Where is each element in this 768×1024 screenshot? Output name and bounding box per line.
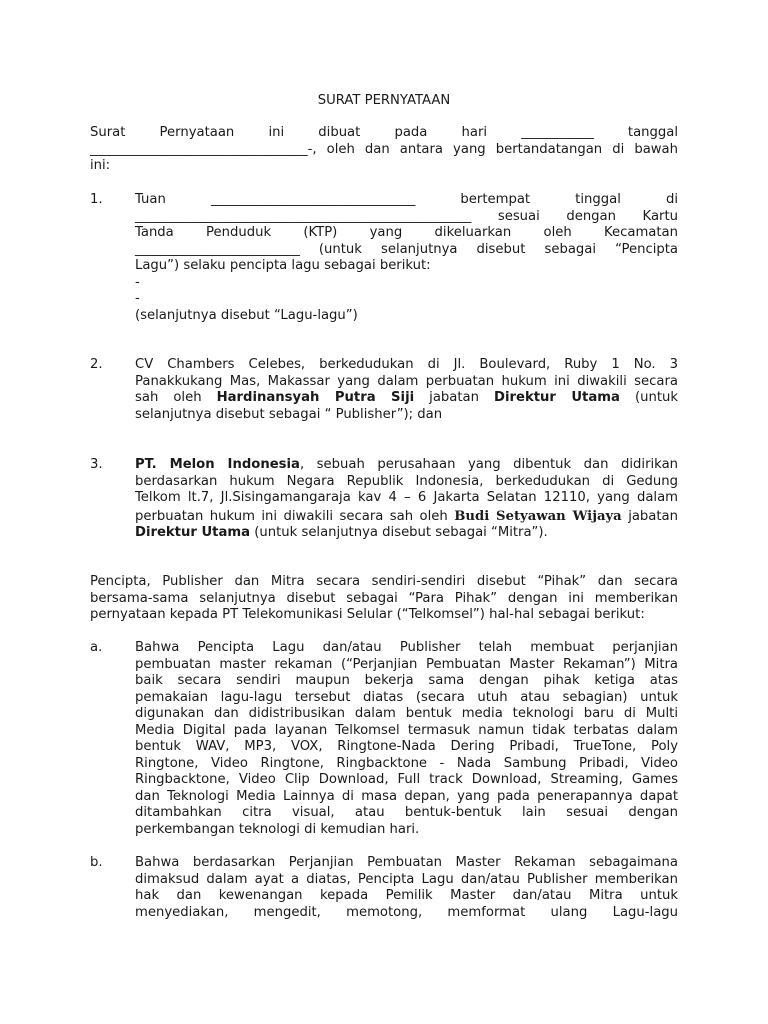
point-b-line: hak dan kewenangan kepada Pemilik Master dan/atau Mitra untuk bbox=[135, 888, 678, 903]
text-run: (untuk bbox=[634, 390, 678, 405]
text-run: perbuatan hukum ini diwakili secara sah oleh bbox=[135, 508, 448, 524]
item-number: 3. bbox=[90, 457, 103, 472]
party-1-line: _________________________ (untuk selanjutnya disebut sebagai “Pencipta bbox=[135, 241, 678, 257]
intro-line: Surat Pernyataan ini dibuat pada hari ___________ tanggal bbox=[90, 125, 678, 140]
point-a-line: bentuk WAV, MP3, VOX, Ringtone-Nada Dering Pribadi, TrueTone, Poly bbox=[135, 739, 678, 754]
party-2 bbox=[90, 357, 678, 423]
party-2-line bbox=[135, 390, 678, 407]
party-1-line: Tuan _______________________________ bertempat tinggal di bbox=[135, 192, 678, 207]
representative-name: Hardinansyah Putra Siji bbox=[216, 390, 415, 405]
party-3-line bbox=[135, 509, 678, 526]
item-number: 1. bbox=[90, 192, 103, 207]
party-1-line: - bbox=[135, 291, 140, 306]
party-3-line: berdasarkan hukum Negara Republik Indonesia, berkedudukan di Gedung bbox=[135, 473, 678, 489]
summary-line: pernyataan kepada PT Telekomunikasi Selular (“Telkomsel”) hal-hal sebagai berikut: bbox=[90, 607, 645, 622]
point-a-line: pembuatan master rekaman (“Perjanjian Pembuatan Master Rekaman”) Mitra bbox=[135, 656, 678, 672]
party-3 bbox=[90, 457, 678, 542]
point-a-line: Ringbacktone, Video Clip Download, Full track Download, Streaming, Games bbox=[135, 772, 678, 787]
party-1-line: Tanda Penduduk (KTP) yang dikeluarkan oleh Kecamatan bbox=[135, 225, 678, 240]
party-1-line: (selanjutnya disebut “Lagu-lagu”) bbox=[135, 307, 358, 323]
summary-line: bersama-sama selanjutnya disebut sebagai “Para Pihak” dengan ini memberikan bbox=[90, 590, 678, 606]
point-a-line: Ringtone, Video Ringtone, Ringbacktone - Nada Sambung Pribadi, Video bbox=[135, 755, 678, 771]
representative-title: Direktur Utama bbox=[135, 525, 251, 540]
item-letter: a. bbox=[90, 640, 103, 655]
point-a-line: digunakan dan didistribusikan dalam bentuk media teknologi baru di Multi bbox=[135, 706, 678, 721]
point-a-line: pemakaian lagu-lagu tersebut diatas (secara utuh atau sebagian) untuk bbox=[135, 689, 678, 705]
party-2-line: CV Chambers Celebes, berkedudukan di Jl. Boulevard, Ruby 1 No. 3 bbox=[135, 357, 678, 372]
point-a-line: Media Digital pada layanan Telkomsel termasuk namun tidak terbatas dalam bbox=[135, 722, 678, 738]
party-1-line: Lagu”) selaku pencipta lagu sebagai berikut: bbox=[135, 258, 431, 273]
item-letter: b. bbox=[90, 855, 103, 870]
summary-paragraph bbox=[90, 574, 678, 624]
point-b-line: menyediakan, mengedit, memotong, memformat ulang Lagu-lagu bbox=[135, 904, 678, 920]
party-3-line bbox=[135, 525, 678, 542]
representative-title: Direktur Utama bbox=[494, 390, 620, 405]
point-a-line: Bahwa Pencipta Lagu dan/atau Publisher telah membuat perjanjian bbox=[135, 640, 678, 655]
party-1 bbox=[90, 192, 678, 324]
point-a-body bbox=[135, 640, 678, 838]
point-a-line: dan Teknologi Media Lainnya di masa depan, yang pada penerapannya dapat bbox=[135, 788, 678, 804]
party-3-line bbox=[135, 457, 678, 474]
intro-line: ini: bbox=[90, 158, 111, 173]
item-number: 2. bbox=[90, 357, 103, 372]
text-run: (untuk selanjutnya disebut sebagai “Mitra”). bbox=[250, 525, 548, 540]
point-b-body bbox=[135, 855, 678, 921]
party-3-line: Telkom lt.7, Jl.Sisingamangaraja kav 4 – 6 Jakarta Selatan 12110, yang dalam bbox=[135, 490, 678, 505]
party-3-body bbox=[135, 457, 678, 542]
intro-line: _________________________________-, oleh dan antara yang bertandatangan di bawah bbox=[90, 141, 678, 157]
company-name: PT. Melon Indonesia bbox=[135, 457, 300, 472]
text-run: sah oleh bbox=[135, 390, 202, 405]
text-run: jabatan bbox=[628, 508, 678, 524]
party-1-body bbox=[135, 192, 678, 324]
point-b-line: dimaksud dalam ayat a diatas, Pencipta Lagu dan/atau Publisher memberikan bbox=[135, 871, 678, 887]
point-a-line: baik secara sendiri maupun bekerja sama dengan pihak ketiga atas bbox=[135, 673, 678, 688]
text-run: , sebuah perusahaan yang dibentuk dan didirikan bbox=[299, 457, 679, 472]
party-1-line: ___________________________________________________ sesuai dengan Kartu bbox=[135, 208, 678, 224]
point-a-line: ditambahkan citra visual, atau bentuk-bentuk lain sesuai dengan bbox=[135, 805, 678, 820]
point-b-line: Bahwa berdasarkan Perjanjian Pembuatan Master Rekaman sebagaimana bbox=[135, 855, 678, 870]
document-title: SURAT PERNYATAAN bbox=[317, 93, 451, 108]
summary-line: Pencipta, Publisher dan Mitra secara sendiri-sendiri disebut “Pihak” dan secara bbox=[90, 574, 678, 589]
party-2-line: Panakkukang Mas, Makassar yang dalam perbuatan hukum ini diwakili secara bbox=[135, 373, 678, 389]
point-a bbox=[90, 640, 678, 838]
party-2-line: selanjutnya disebut sebagai “ Publisher”); dan bbox=[135, 406, 443, 422]
representative-name: Budi Setyawan Wijaya bbox=[454, 508, 622, 524]
party-2-body bbox=[135, 357, 678, 423]
point-b bbox=[90, 855, 678, 921]
intro-paragraph bbox=[90, 125, 678, 175]
point-a-line: perkembangan teknologi di kemudian hari. bbox=[135, 821, 420, 837]
party-1-line: - bbox=[135, 274, 140, 290]
text-run: jabatan bbox=[429, 390, 479, 405]
